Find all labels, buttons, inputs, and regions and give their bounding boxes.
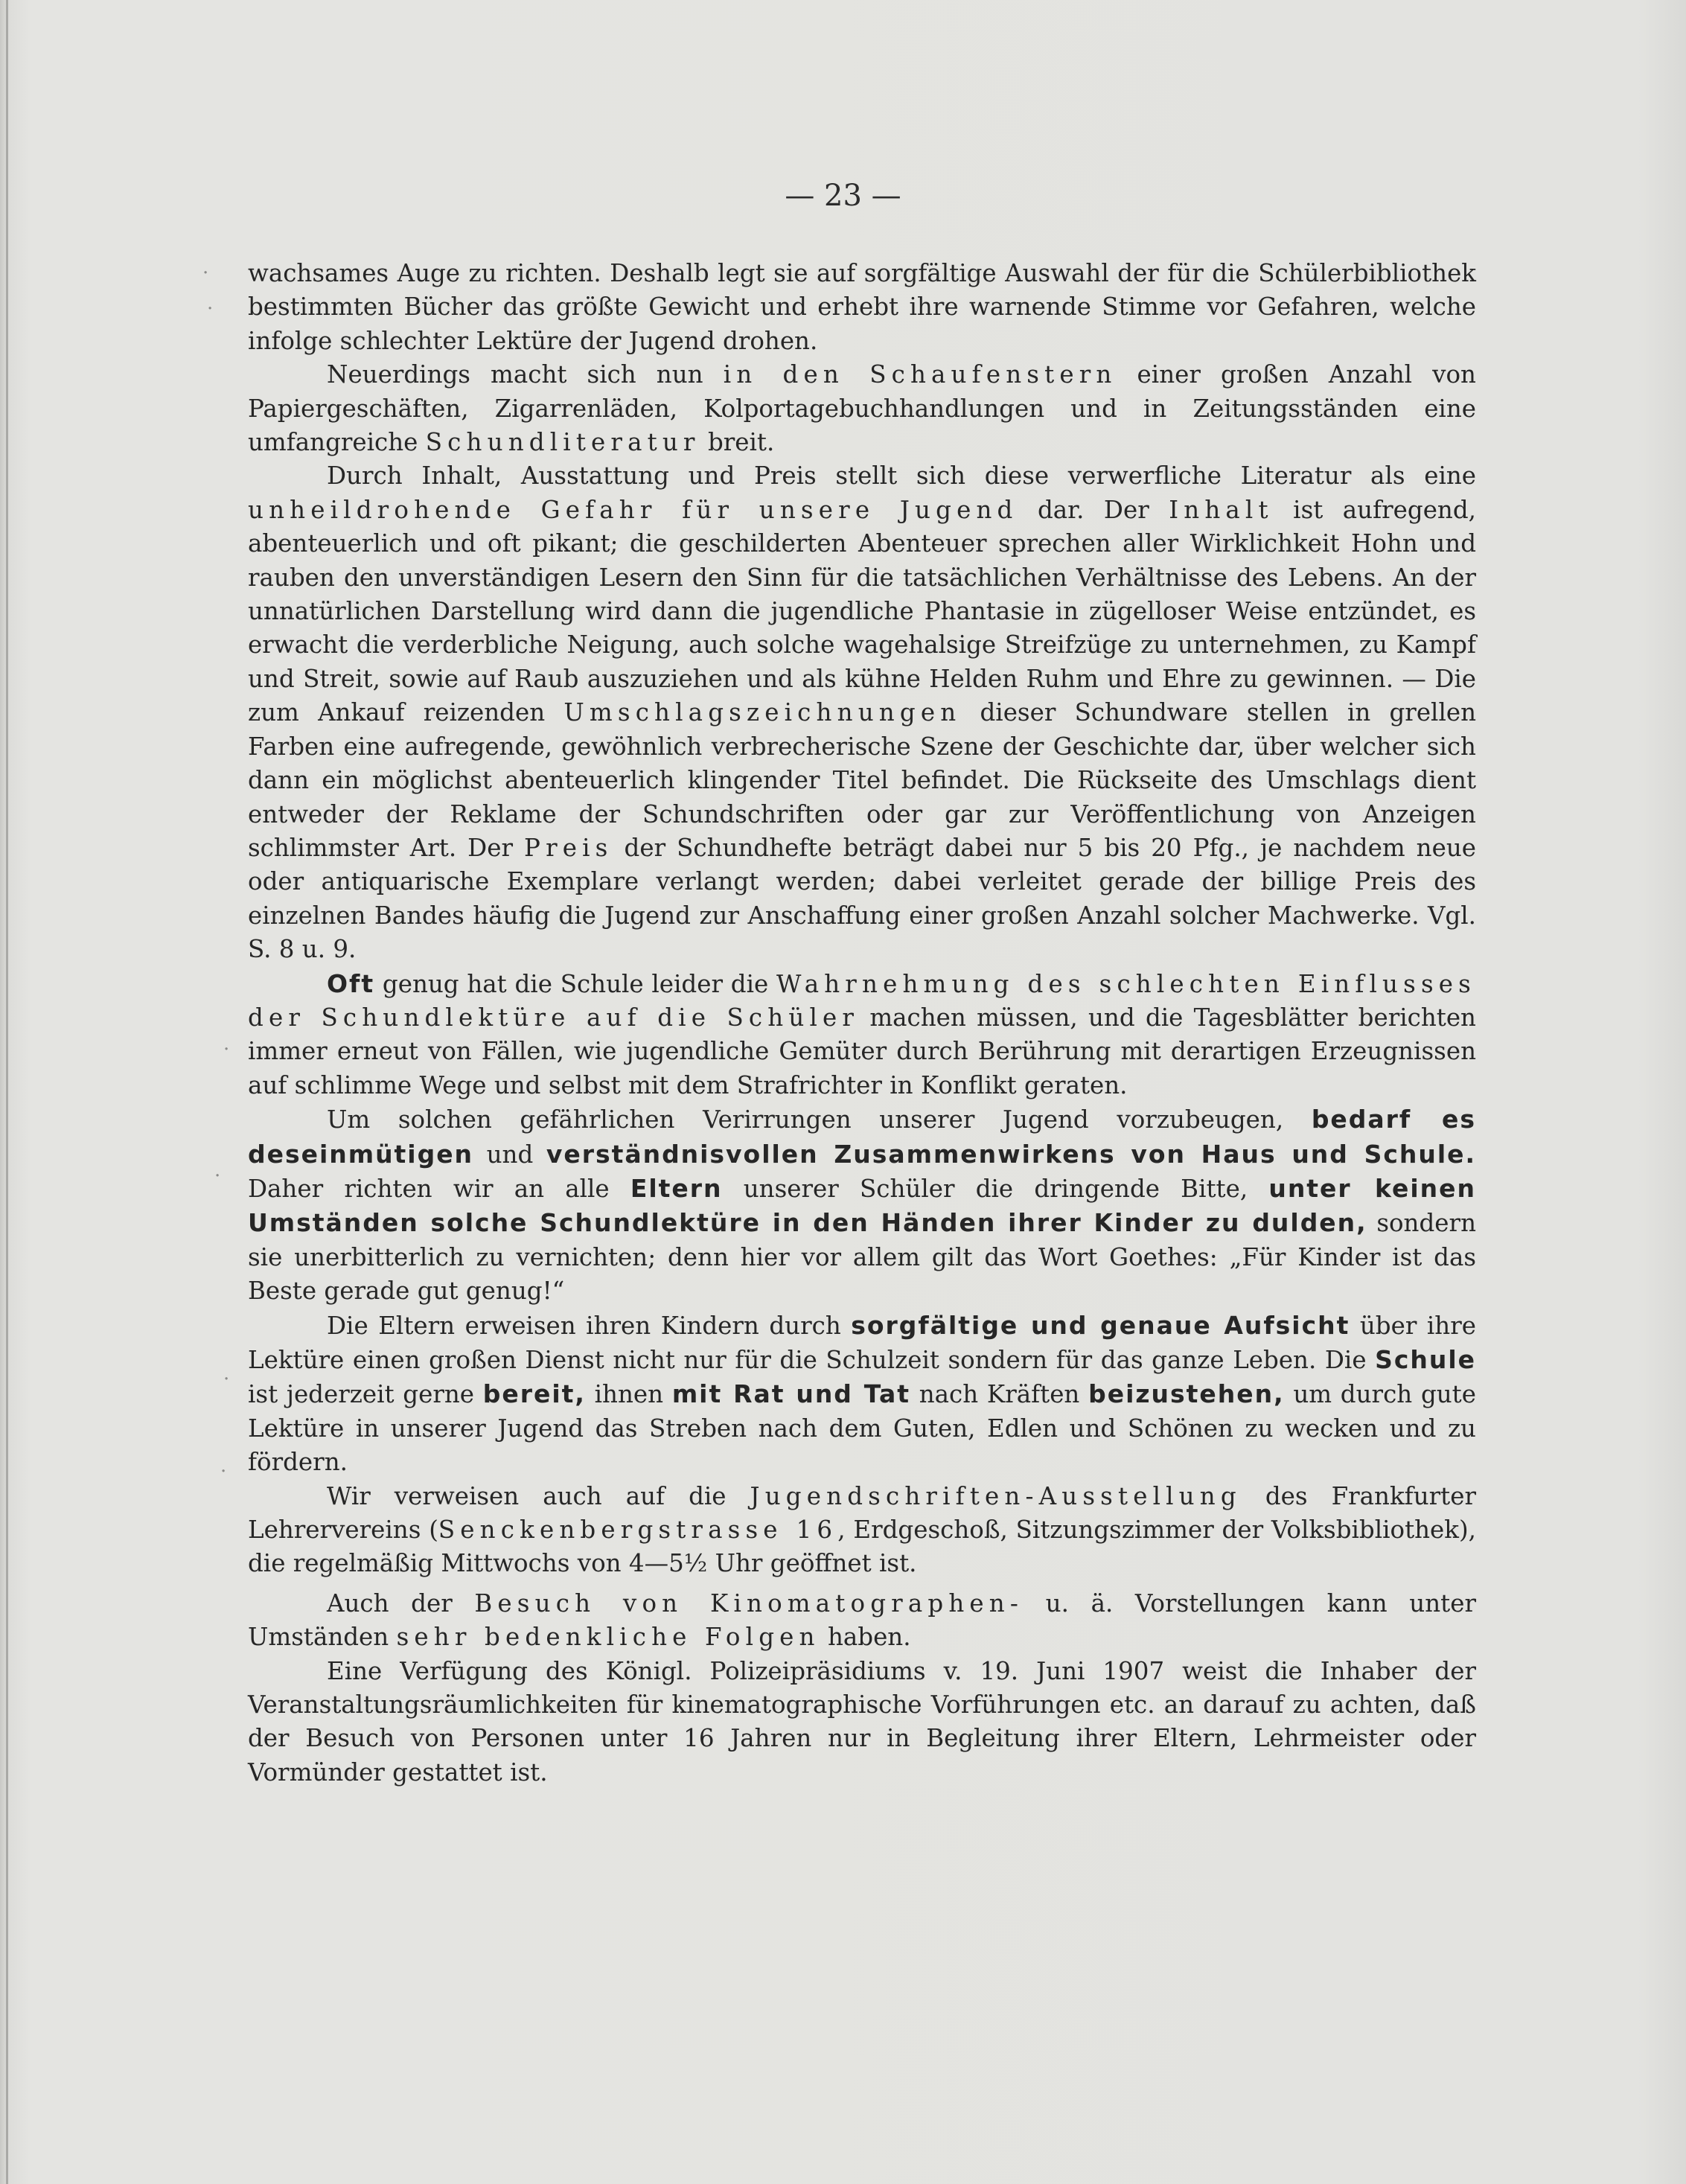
text-run: , Erdgeschoß, Sitzungszimmer der Volksbibliothek), die regelmäßig Mittwochs von 4—5½ Uhr geöffnet ist. bbox=[248, 1516, 1476, 1578]
text-run: Wir verweisen auch auf die bbox=[327, 1481, 750, 1510]
page-edge-line bbox=[6, 0, 8, 2184]
spaced-emphasis: Preis bbox=[524, 833, 613, 862]
paragraph bbox=[248, 459, 1476, 966]
text-run: ist aufregend, abenteuerlich und oft pikant; die geschilderten Abenteuer sprechen aller Wirklichkeit Hohn und rauben den unverständigen Lesern den Sinn für die tatsächlichen Verhältnisse des Lebens. An der unnatürlichen Darstellung wird dann die jugendliche Phantasie in zügelloser Weise entzündet, es erwacht die verderbliche Neigung, auch solche wagehalsige Streifzüge zu unternehmen, zu Kampf und Streit, sowie auf Raub auszuziehen und als kühne Helden Ruhm und Ehre zu gewinnen. — Die zum Ankauf reizenden bbox=[248, 495, 1476, 727]
text-run: wachsames Auge zu richten. Deshalb legt sie auf sorgfältige Auswahl der für die Schülerbibliothek bestimmten Bücher das größte Gewicht und erhebt ihre warnende Stimme vor Gefahren, welche infolge schlechter Lektüre der Jugend drohen. bbox=[248, 259, 1476, 355]
spaced-emphasis: Inhalt bbox=[1169, 495, 1274, 524]
bold-emphasis: Eltern bbox=[630, 1173, 723, 1203]
text-run: dieser Schundware stellen in grellen Farben eine aufregende, gewöhnlich verbrecherische Szene der Geschichte dar, über welcher sich dann ein möglichst abenteuerlich klingender Titel befindet. Die Rückseite des Umschlags dient entweder der Reklame der Schundschriften oder gar zur Veröffentlichung von Anzeigen schlimmster Art. Der bbox=[248, 698, 1477, 862]
text-run: Um solchen gefährlichen Verirrungen unserer Jugend vorzubeugen, bbox=[327, 1105, 1312, 1134]
spaced-emphasis: Besuch von Kinomatographen- bbox=[474, 1588, 1024, 1618]
margin-bleed-mark: · bbox=[214, 1165, 221, 1187]
text-run: und bbox=[473, 1140, 546, 1169]
bold-emphasis: mit Rat und Tat bbox=[671, 1379, 911, 1409]
paragraph bbox=[248, 358, 1476, 459]
text-run: um durch gute Lektüre in unserer Jugend das Streben nach dem Guten, Edlen und Schönen zu wecken und zu fördern. bbox=[248, 1380, 1476, 1477]
body-text bbox=[248, 257, 1476, 1789]
text-run: Daher richten wir an alle bbox=[248, 1174, 630, 1203]
bold-emphasis: sorgfältige und genaue Aufsicht bbox=[851, 1310, 1350, 1340]
margin-bleed-mark: · bbox=[207, 298, 214, 320]
text-run: u. ä. Vorstellungen kann unter Umständen bbox=[248, 1588, 1476, 1652]
bold-emphasis: beizustehen, bbox=[1088, 1379, 1285, 1409]
bold-emphasis: bedarf es deseinmütigen bbox=[248, 1105, 1477, 1169]
spaced-emphasis: Jugendschriften-Ausstellung bbox=[750, 1481, 1242, 1510]
paragraph bbox=[248, 1587, 1476, 1655]
text-run: dar. Der bbox=[1018, 495, 1169, 524]
paragraph bbox=[248, 1655, 1476, 1790]
paragraph bbox=[248, 1480, 1476, 1581]
margin-bleed-mark: · bbox=[220, 1460, 227, 1483]
bold-emphasis: verständnisvollen Zusammenwirkens von Haus und Schule. bbox=[546, 1139, 1476, 1169]
spaced-emphasis: Umschlagszeichnungen bbox=[563, 698, 962, 727]
text-run: genug hat die Schule leider die bbox=[374, 969, 776, 998]
text-run: einer großen Anzahl von Papiergeschäften, Zigarrenläden, Kolportagebuchhandlungen und in Zeitungsständen eine umfangreiche bbox=[248, 360, 1476, 457]
text-run: breit. bbox=[700, 428, 775, 457]
margin-bleed-mark: · bbox=[223, 1038, 230, 1061]
page-number: — 23 — bbox=[785, 179, 901, 213]
text-run: Neuerdings macht sich nun bbox=[327, 360, 724, 389]
margin-bleed-mark: · bbox=[202, 262, 209, 284]
bold-emphasis: unter keinen Umständen solche Schundlektüre in den Händen ihrer Kinder zu dulden, bbox=[248, 1173, 1476, 1238]
spaced-emphasis: sehr bedenkliche Folgen bbox=[396, 1623, 820, 1652]
text-run: machen müssen, und die Tagesblätter berichten immer erneut von Fällen, wie jugendliche Gemüter durch Berührung mit derartigen Erzeugnissen auf schlimme Wege und selbst mit dem Strafrichter in Konflikt geraten. bbox=[248, 1003, 1476, 1099]
paragraph bbox=[248, 967, 1476, 1103]
text-run: haben. bbox=[820, 1623, 911, 1652]
text-run: Die Eltern erweisen ihren Kindern durch bbox=[327, 1311, 852, 1340]
spaced-emphasis: Senckenbergstrasse 16 bbox=[438, 1516, 838, 1545]
text-run: des Frankfurter Lehrervereins ( bbox=[248, 1481, 1476, 1545]
text-run: Eine Verfügung des Königl. Polizeipräsidiums v. 19. Juni 1907 weist die Inhaber der Veranstaltungsräumlichkeiten für kinematographische Vorführungen etc. an darauf zu achten, daß der Besuch von Personen unter 16 Jahren nur in Begleitung ihrer Eltern, Lehrmeister oder Vormünder gestattet ist. bbox=[248, 1656, 1476, 1787]
spaced-emphasis: Wahrnehmung des schlechten Einflusses der Schundlektüre auf die Schüler bbox=[248, 969, 1476, 1032]
text-run: sondern sie unerbitterlich zu vernichten; denn hier vor allem gilt das Wort Goethes: „Für Kinder ist das Beste gerade gut genug!“ bbox=[248, 1209, 1476, 1306]
bold-emphasis: Oft bbox=[327, 968, 375, 998]
text-run: Durch Inhalt, Ausstattung und Preis stellt sich diese verwerfliche Literatur als eine bbox=[327, 462, 1476, 491]
text-run: ist jederzeit gerne bbox=[248, 1380, 483, 1409]
paragraph bbox=[248, 1309, 1476, 1480]
text-run: der Schundhefte beträgt dabei nur 5 bis 20 Pfg., je nachdem neue oder antiquarische Exemplare verlangt werden; dabei verleitet gerade der billige Preis des einzelnen Bandes häufig die Jugend zur Anschaffung einer großen Anzahl solcher Machwerke. Vgl. S. 8 u. 9. bbox=[248, 833, 1476, 964]
bold-emphasis: bereit, bbox=[482, 1379, 586, 1409]
spaced-emphasis: Schundliteratur bbox=[425, 428, 700, 457]
paragraph bbox=[248, 257, 1476, 358]
text-run: ihnen bbox=[585, 1380, 672, 1409]
spaced-emphasis: in den Schaufenstern bbox=[723, 360, 1117, 389]
margin-bleed-mark: · bbox=[223, 1368, 230, 1390]
spaced-emphasis: unheildrohende Gefahr für unsere Jugend bbox=[248, 495, 1018, 524]
text-run: über ihre Lektüre einen großen Dienst nicht nur für die Schulzeit sondern für das ganze Leben. Die bbox=[248, 1311, 1476, 1374]
bold-emphasis: Schule bbox=[1375, 1345, 1476, 1374]
text-run: Auch der bbox=[327, 1588, 475, 1618]
text-run: unserer Schüler die dringende Bitte, bbox=[722, 1174, 1269, 1203]
paragraph bbox=[248, 1102, 1476, 1308]
text-run: nach Kräften bbox=[910, 1380, 1089, 1409]
